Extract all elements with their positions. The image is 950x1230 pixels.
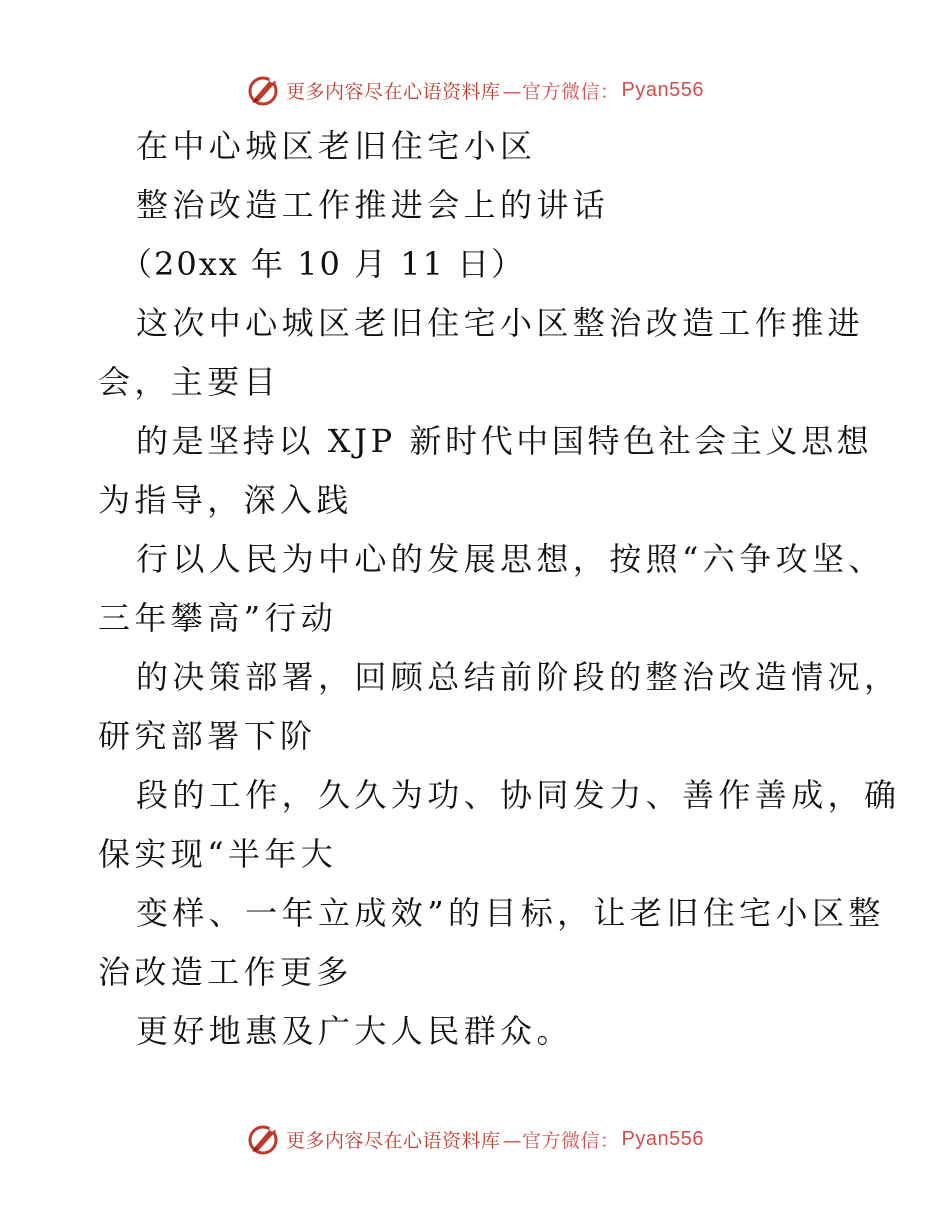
pen-seal-logo-icon — [246, 1121, 282, 1157]
body-line: 行以人民为中心的发展思想，按照“六争攻坚、 — [136, 540, 885, 578]
document-title-line-1: 在中心城区老旧住宅小区 — [136, 127, 537, 165]
body-line: 研究部署下阶 — [98, 717, 317, 755]
watermark-account-id: Pyan556 — [621, 78, 704, 101]
body-line: 的决策部署，回顾总结前阶段的整治改造情况， — [136, 658, 901, 696]
header-watermark-banner — [0, 68, 950, 112]
watermark-account-id: Pyan556 — [621, 1127, 704, 1150]
document-date: （20xx 年 10 月 11 日） — [120, 245, 526, 283]
body-line: 为指导，深入践 — [98, 481, 353, 519]
body-line: 治改造工作更多 — [98, 953, 353, 991]
body-line: 会，主要目 — [98, 363, 281, 401]
footer-watermark-banner — [0, 1117, 950, 1161]
body-line: 的是坚持以 XJP 新时代中国特色社会主义思想 — [136, 422, 873, 460]
document-title-line-2: 整治改造工作推进会上的讲话 — [136, 186, 610, 224]
body-line: 这次中心城区老旧住宅小区整治改造工作推进 — [136, 304, 865, 342]
watermark-brand-text: 更多内容尽在心语资料库 — [286, 1129, 501, 1152]
pen-seal-logo-icon — [246, 72, 282, 108]
body-line: 三年攀高”行动 — [98, 599, 338, 637]
body-line: 段的工作，久久为功、协同发力、善作善成，确 — [136, 776, 901, 814]
watermark-official-label: —官方微信： — [502, 1129, 620, 1152]
body-line: 变样、一年立成效”的目标，让老旧住宅小区整 — [136, 894, 885, 932]
body-line: 保实现“半年大 — [98, 835, 338, 873]
body-line: 更好地惠及广大人民群众。 — [136, 1012, 573, 1050]
watermark-brand-text: 更多内容尽在心语资料库 — [286, 80, 501, 103]
watermark-official-label: —官方微信： — [502, 80, 620, 103]
